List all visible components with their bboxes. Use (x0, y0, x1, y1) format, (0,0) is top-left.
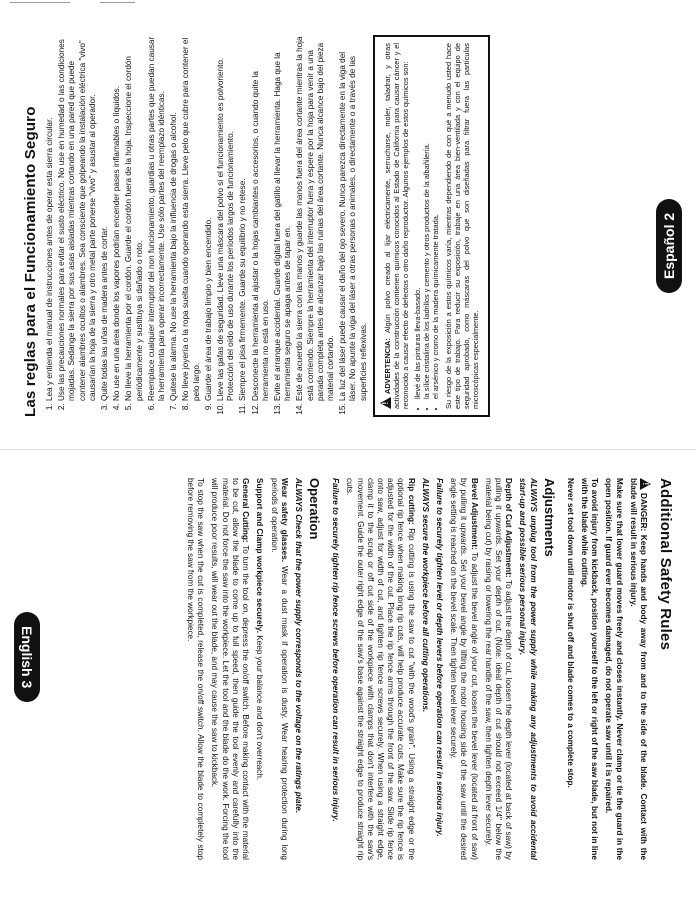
spanish-rule: 12. Desconecte la herramienta al ajustar o la hojas cambiantes o accesorios, o cuando quite la herramienta no está en uso. (251, 35, 271, 401)
wear-text: Wear a dust mask if operation is dusty. Wear hearing protection during long periods of operation. (269, 478, 289, 860)
english-page (0, 462, 696, 867)
spanish-rule: 11. Siempre el pisa firmemente. Guarde su equilibrio y no retese. (238, 35, 248, 401)
page-tab-english: English 3 (14, 612, 40, 702)
wear-label: Wear safety glasses. (279, 478, 289, 562)
warning-label: ADVERTENCIA: (382, 338, 392, 394)
danger-paragraph: To avoid injury from kickback, position yourself to the left or right of the saw blade, but not in line with the blade while cutting. (579, 478, 600, 860)
spanish-rule: 3. Quite todas las uñas de madera antes de cortar. (100, 35, 110, 401)
support-paragraph (254, 478, 264, 860)
rip-label: Rip cutting: (406, 478, 416, 525)
danger-paragraph: Make sure that lower guard moves freely and closes instantly. Never clamp or tie the guard in the open position. If guard ever becomes damaged, do not operate saw until it is repaired. (604, 478, 624, 860)
warning-list-item: • la sílice cristalina de los ladrillos y cemento y otros productos de la albañilería. (422, 43, 431, 399)
warning-list (413, 43, 440, 409)
rip-paragraph (344, 478, 415, 860)
rip-text: Rip cutting is using the saw to cut "with the wood's grain". Using a straight edge or the optional rip fence when making long rip cuts, will help produce accurate cuts. Make sure the rip fence is adjusted for the width of the cut. Place the rip fence arms through the front of the saw. Slide rip fence onto saw, adjust for width of cut, and tighten rip fence screws securely. When using a straight edge, clamp it to the scrap or off cut side of the workpiece with clamps that don't interfere with the saw's movement. Guide the outer right edge of the saw's base against the straight edge to produce straight rip cuts. (345, 478, 416, 860)
general-paragraph (209, 478, 250, 860)
bevel-label: Bevel Adjustment: (469, 478, 479, 550)
depth-paragraph (483, 478, 514, 860)
bevel-paragraph (448, 478, 479, 860)
support-text: Keep your balance and don't overreach. (255, 635, 265, 781)
warning-list-item: • llevé de las pinturas lleva-basado. (413, 43, 422, 399)
spanish-rule: 8. No lleve joyería o la ropa suelta cuando operando esta sierra. Lleve pelo que cubre para contener el pelo largo. (181, 35, 201, 401)
scan-artifact (10, 2, 70, 3)
spanish-rule: 14. Esté de acuerdo la sierra con las manos y guarde las manos fuera del área cortante mientras la hoja está corriendo. Siempre la herramienta del interruptor fuera y espere por la hoja para venir a una parada completa antes de alcanzar bajo las ruinas del área cortante. Nunca alcance bajo del pieza material cortando. (295, 35, 336, 401)
english-title: Additional Safety Rules (657, 478, 674, 651)
operation-heading: Operation (306, 478, 322, 540)
spanish-rule: 10. Lleve las gafas de seguridad. Lleve una máscara del polvo si el funcionamiento es polvoriento. Protección del oído de uso durante los períodos largos de funcionamiento. (216, 35, 236, 401)
spanish-rule: 5. No lleve la herramienta por el cordón. Guarde el cordón fuera de la hoja. Inspeccione el cordón periódicamente y sustituya si dañado o roto. (124, 35, 144, 401)
danger-triangle-icon: ! (640, 478, 651, 490)
page-tab-spanish: Español 2 (656, 199, 682, 293)
spanish-rule: 13. Evite el arranque accidental. Guarde dígital fuera del gatillo al llevar la herramienta. Haga que la herramienta seguro se apaga antes de tapar en. (273, 35, 293, 401)
warning-list-item: • el arsénico y cromo de la madera químicamente tratada. (431, 43, 440, 399)
danger-label: DANGER: (639, 493, 648, 532)
spanish-page (0, 28, 696, 433)
bevel-text: To adjust the bevel angle of your cut, loosen the bevel lever (located at front of saw) by pulling it upwards. Set your bevel angle by lifting the motor housing side of the saw until the desired angle setting is reached on the bevel scale. Then tighten bevel lever securely. (449, 478, 479, 860)
stop-paragraph: To stop the saw when the cut is completed, release the on/off switch. Allow the blade to completely stop before removing the saw from the workpiece. (186, 478, 206, 860)
spanish-title: Las reglas para el Funcionamiento Seguro (22, 106, 39, 417)
general-text: To turn the tool on, depress the on/off switch. Before making contact with the material to be cut, allow the blade to come up to full speed, then guide the tool evenly and carefully into the material. Do not force the saw into the workpiece. Let the tool and the blade do the work. Forcing the tool will produce poor results, will wear out the blade, and may cause the saw to kickback. (210, 478, 251, 860)
spanish-rule: 1. Lea y entienda el manual de instrucciones antes de operar esta sierra circular. (45, 35, 55, 401)
support-label: Support and Clamp workpiece securely. (255, 478, 265, 633)
adjustments-always: ALWAYS unplug tool from the power supply while making any adjustments to avoid accidental start-up and possible serious personal injury. (518, 478, 538, 860)
rip-failure: Failure to securely tighten rip fence screws before operation can result in serious injury. (331, 478, 341, 822)
english-column (181, 478, 678, 860)
bevel-failure: Failure to securely tighten level or depth levers before operation can result in serious injury. (434, 478, 444, 837)
secure-workpiece: ALWAYS secure the workpiece before all cutting operations. (420, 478, 430, 713)
spanish-rule: 9. Guarde el área de trabajo limpio y bien encendido. (204, 35, 214, 401)
depth-text: To adjust the depth of cut, loosen the depth lever (located at back of saw) by pulling it upwards. Set your depth of cut. (Note: ideal depth of cut should not exceed 1/4" below the material being cut) by raising or lowering the rear handle of the saw, then tighten depth lever securely. (483, 478, 514, 860)
warning-text: Algún polvo creado al lijar eléctricamente, serrucharse, moler, taladrar, y otras actividades de la construcción contienen químicos conocidos al Estado de California para causar cáncer y el reconocido a causar efecto de defectos o otro daño reproductor. Algunos ejemplos de estos químicos son: (382, 43, 410, 409)
wear-paragraph (268, 478, 288, 860)
spanish-rule: 2. Use las precauciones normales para evitar el susto eléctrico. No use en humedad o las condiciones mojadas. Sedange la sierra por sus asas aisladas mientras cortando en una pared que puede contener alambres ocultos o alambres. Sea consciente que golpeando la instalación eléctrica "vivo" causarían la hoja de la sierra y otro metal parte ponerse "vivo" y asustar al operador. (57, 35, 98, 401)
spanish-rules-list (45, 35, 369, 417)
danger-paragraph: Never set tool down until motor is shut off and blade comes to a complete stop. (565, 478, 575, 788)
scan-artifact (100, 2, 135, 3)
danger-text: Keep hands and body away from and to the side of the blade. Contact with the blade will result in serious injury. (628, 478, 648, 860)
warning-footer: Su riesgo de la exposición a estos químicos varía, mientras dependiendo de con qué a menudo usted hace este tipo de trabajo. Para reducir su exposición, trabaje en una área bien-ventilada y con el equipo de seguridad aprobado, como máscaras del polvo que son diseñadas para filtrar fuera las partículas microscópicas especialmente. (443, 43, 480, 409)
spanish-rule: 6. Reemplace cualquier interruptor del non funcionamiento, guardias u otras partes que puedan causar la herramienta para operar incorrectamente. Use sólo partes del reemplazo idénticas. (147, 35, 167, 401)
adjustments-heading: Adjustments (541, 478, 557, 557)
page-fold-divider (0, 449, 696, 450)
general-label: General Cutting: (241, 478, 251, 543)
operation-always: ALWAYS Check that the power supply corresponds to the voltage on the ratings plate. (293, 478, 303, 814)
spanish-column (18, 35, 496, 417)
spanish-rule: 15. La luz del láser puede causar el daño del ojo severo. Nunca parezca directamente en la viga del láser. No apunte la viga del láser a otras personas o animales, o directamente o a través de las superficies reflexivas. (338, 35, 369, 401)
spanish-rule: 7. Quitese la alarma. No use la herramienta bajo la influencia de drogas o alcohol. (169, 35, 179, 401)
depth-label: Depth of Cut Adjustment: (504, 478, 514, 578)
spanish-warning-box (373, 35, 490, 417)
warning-triangle-icon: ! (380, 397, 391, 409)
spanish-rule: 4. No use en una área donde los vapores podrían encender pases inflamables o líquidos. (112, 35, 122, 401)
